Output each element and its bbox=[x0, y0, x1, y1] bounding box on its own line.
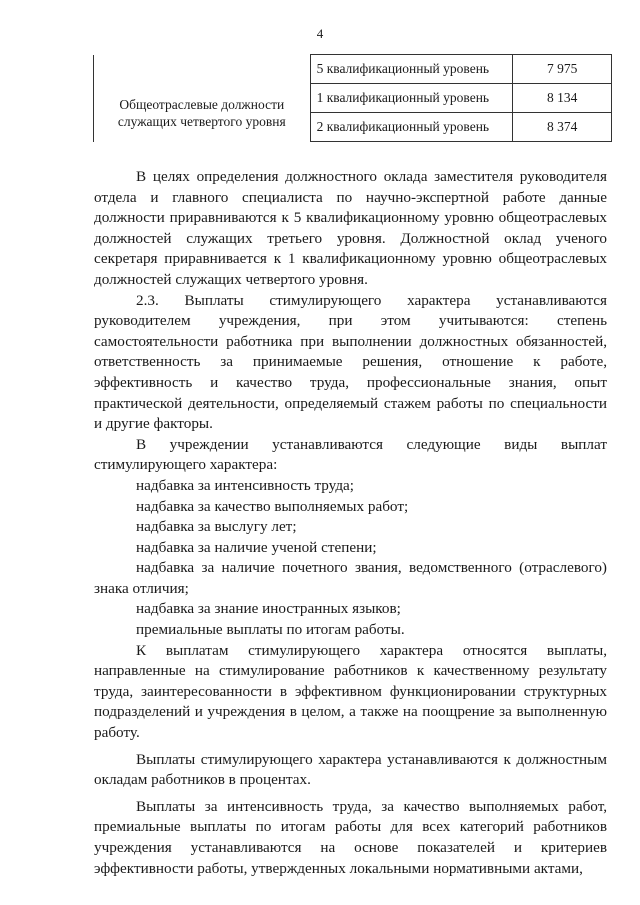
list-item: надбавка за выслугу лет; bbox=[136, 518, 297, 536]
group-label-cell: Общеотраслевые должности служащих четвертого уровня bbox=[94, 84, 311, 142]
page-number: 4 bbox=[316, 26, 324, 41]
amount-cell: 8 134 bbox=[513, 84, 612, 113]
list-item: надбавка за качество выполняемых работ; bbox=[136, 497, 409, 515]
paragraph: В учреждении устанавливаются следующие виды выплат стимулирующего характера: bbox=[94, 435, 607, 474]
paragraph: В целях определения должностного оклада заместителя руководителя отдела и главного специалиста по научно-экспертной работе данные должности приравниваются к 5 квалификационному уровню общеотраслевых должностей служащих третьего уровня. Должностной оклад ученого секретаря приравнивается к 1 квалификационному уровню общеотраслевых должностей служащих четвертого уровня. bbox=[94, 168, 607, 288]
table-row bbox=[94, 84, 612, 113]
level-cell: 5 квалификационный уровень bbox=[310, 55, 513, 84]
body-text bbox=[94, 167, 607, 879]
amount-cell: 7 975 bbox=[513, 55, 612, 84]
level-cell: 1 квалификационный уровень bbox=[310, 84, 513, 113]
list-item: надбавка за наличие ученой степени; bbox=[136, 538, 377, 556]
paragraph: Выплаты за интенсивность труда, за качество выполняемых работ, премиальные выплаты по итогам работы для всех категорий работников учреждения устанавливаются на основе показателей и критериев эффективности работы, утвержденных локальными нормативными актами, bbox=[94, 797, 607, 877]
paragraph: Выплаты стимулирующего характера устанавливаются к должностным окладам работников в процентах. bbox=[94, 750, 607, 789]
level-cell: 2 квалификационный уровень bbox=[310, 113, 513, 142]
list-item: надбавка за наличие почетного звания, ведомственного (отраслевого) знака отличия; bbox=[94, 559, 607, 597]
salary-table bbox=[93, 54, 612, 142]
list-item: надбавка за интенсивность труда; bbox=[136, 476, 355, 494]
list-item: премиальные выплаты по итогам работы. bbox=[136, 621, 405, 639]
list-item: надбавка за знание иностранных языков; bbox=[136, 600, 401, 618]
paragraph: 2.3. Выплаты стимулирующего характера устанавливаются руководителем учреждения, при этом учитываются: степень самостоятельности работника при выполнении должностных обязанностей, ответственность за принимаемые решения, отношение к работе, эффективность и качество труда, профессиональные знания, опыт практической деятельности, определяемый стажем работы по специальности и другие факторы. bbox=[94, 291, 607, 433]
table-row bbox=[94, 55, 612, 84]
paragraph: К выплатам стимулирующего характера относятся выплаты, направленные на стимулирование работников к качественному результату труда, заинтересованности в эффективном функционировании структурных подразделений и учреждения в целом, а также на поощрение за выполненную работу. bbox=[94, 641, 607, 742]
amount-cell: 8 374 bbox=[513, 113, 612, 142]
group-cell-empty bbox=[94, 55, 311, 84]
